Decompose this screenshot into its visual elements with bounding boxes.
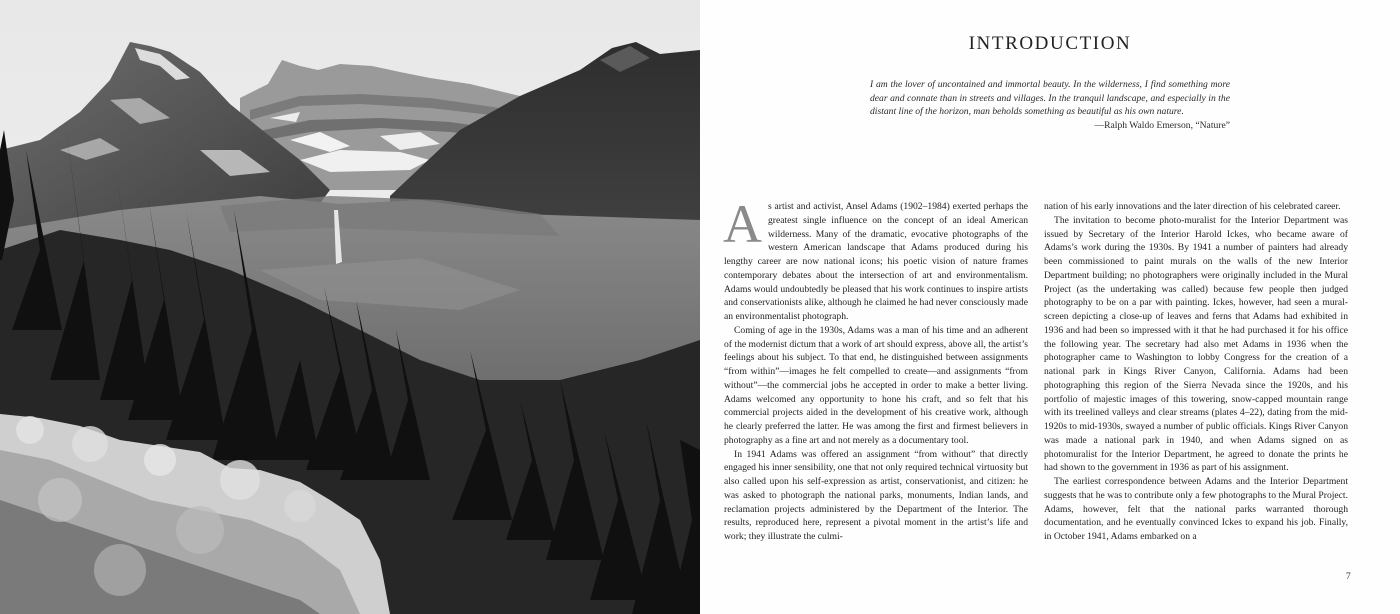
paragraph: nation of his early innovations and the later direction of his celebrated career. (1044, 201, 1341, 212)
paragraph: The invitation to become photo-muralist for the Interior Department was issued by Secretary of the Interior Harold Ickes, who became aware of Adams’s work during the 1930s. By 1941 a number of painters had already been commissioned to paint murals on the walls of the new Interior Department building; no photographers were originally included in the Mural Project (as the undertaking was called) because few people then judged photography to be on a par with painting. Ickes, however, had seen a mural-screen depicting a close-up of leaves and ferns that Adams had exhibited in 1936 and had been so impressed with it that he had purchased it for his office the following year. The secretary had also met Adams in 1936 when the photographer came to Washington to lobby Congress for the creation of a national park in Kings River Canyon, California. Adams had been photographing this region of the Sierra Nevada since the 1920s, and his portfolio of majestic images of this towering, snow-capped mountain range with its treelined valleys and clear streams (plates 4–22), dating from the mid-1920s to mid-1930s, swayed a number of public officials. Kings River Canyon was made a national park in 1940, and when Adams signed on as photomuralist for the Interior Department, he agreed to donate the prints he had shown to the government in 1936 as part of his assignment. (1044, 214, 1348, 474)
paragraph: In 1941 Adams was offered an assignment “from without” that directly engaged his inner sensibility, one that not only required technical virtuosity but also called upon his self-expression as artist, conservationist, and citizen: he was asked to photograph the national parks, monuments, Indian lands, and reclamation projects administered by the Department of the Interior. The results, reproduced here, represent a pivotal moment in the artist’s life and work; they illustrate the culmi- (724, 448, 1028, 542)
chapter-heading: INTRODUCTION (968, 33, 1132, 54)
drop-cap: A (723, 194, 762, 254)
epigraph (870, 78, 1230, 133)
epigraph-quote: I am the lover of uncontained and immortal beauty. In the wilderness, I find something more dear and connate than in streets and villages. In the tranquil landscape, and especially in the distant line of the horizon, man beholds something as beautiful as his own nature. (870, 79, 1230, 118)
page-number: 7 (1346, 572, 1351, 582)
body-column-right (1044, 200, 1348, 544)
paragraph: The earliest correspondence between Adams and the Interior Department suggests that he was to contribute only a few photographs to the Mural Project. Adams, however, felt that the national parks warranted thorough documentation, and he eventually convinced Ickes to expand his job. Finally, in October 1941, Adams embarked on a (1044, 476, 1348, 542)
epigraph-attribution: —Ralph Waldo Emerson, “Nature” (1094, 120, 1230, 132)
paragraph: Coming of age in the 1930s, Adams was a man of his time and an adherent of the modernist dictum that a work of art should express, above all, the artist’s feelings about his subject. To that end, he distinguished between assignments “from within”—images he felt compelled to create—and assignments “from without”—the commercial jobs he accepted in order to make a better living. Adams welcomed any opportunity to hone his craft, and so felt that his commercial projects aided in the development of his creative work, although he clearly preferred the latter. He was among the first and firmest believers in photography as a fine art and not merely as a documentary tool. (724, 324, 1028, 446)
text-page (700, 0, 1400, 614)
paragraph: As artist and activist, Ansel Adams (1902–1984) exerted perhaps the greatest single influence on the concept of an ideal American wilderness. Many of the dramatic, evocative photographs of the western American landscape that Adams produced during his lengthy career are now national icons; his poetic vision of nature frames contemporary debates about the intersection of art and environmentalism. Adams would undoubtedly be pleased that his work continues to inspire artists and conservationists alike, although he claimed he had never consciously made an environmentalist photograph. (723, 194, 1028, 322)
body-column-left (723, 194, 1028, 544)
